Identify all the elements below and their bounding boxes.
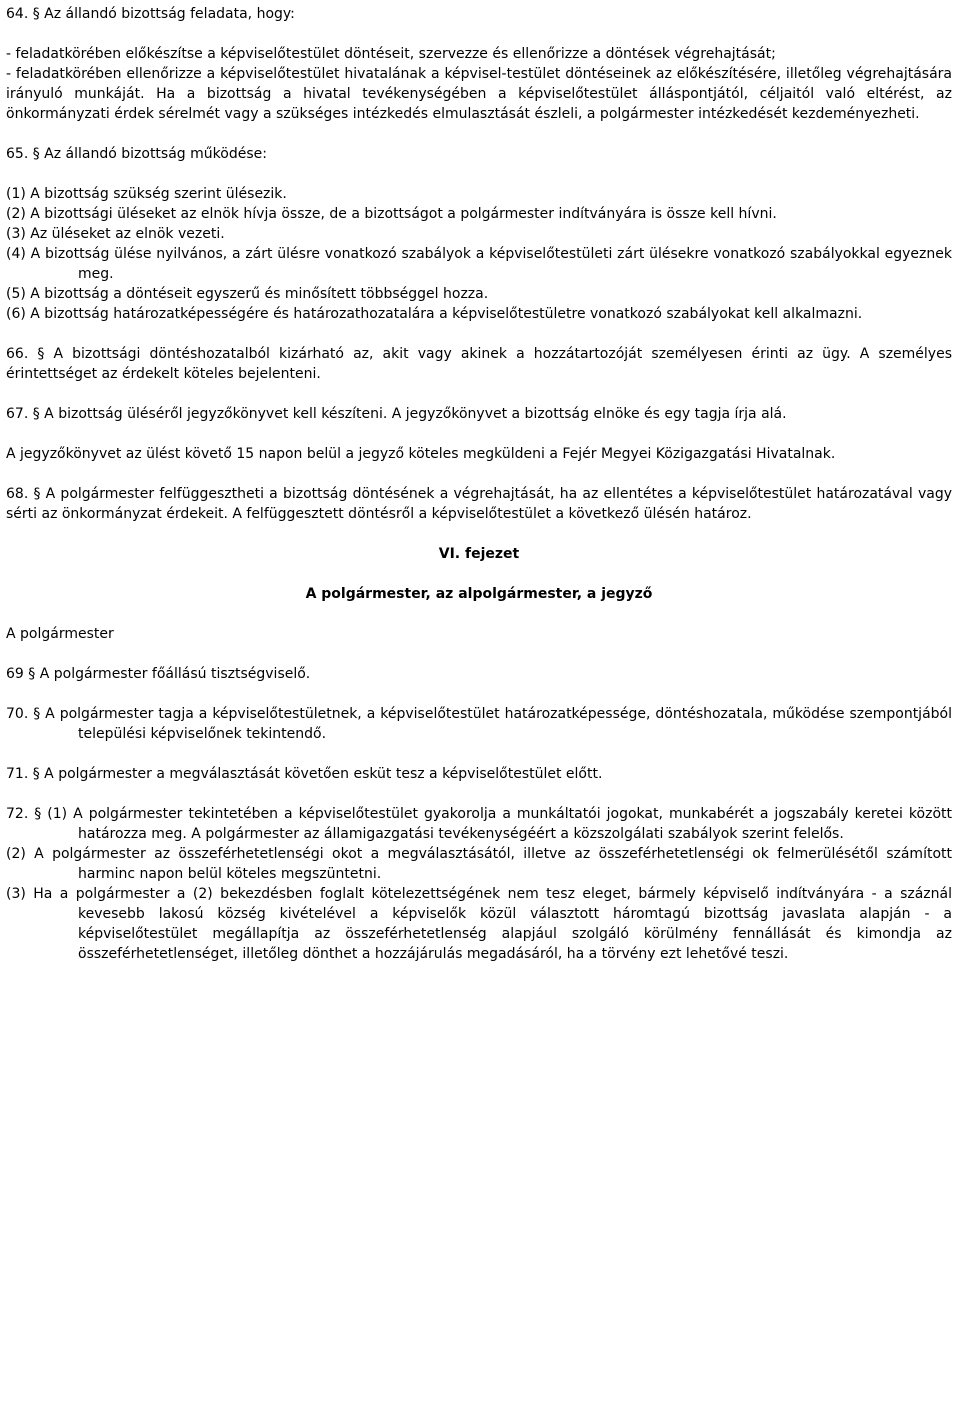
section-72-para-3: (3) Ha a polgármester a (2) bekezdésben foglalt kötelezettségének nem tesz eleget, bármely képviselő indítványára - a száznál kevesebb lakosú község kivételével a képviselők közül választott háromtagú bizottság javaslata alapján - a képviselőtestület megállapítja az összeférhetetlenség alapjául szolgáló körülmény fennállását és kimondja az összeférhetetlenséget, illetőleg dönthet a hozzájárulás megadásáról, ha a törvény ezt lehetővé teszi. bbox=[6, 886, 952, 962]
section-65-para-5: (5) A bizottság a döntéseit egyszerű és minősített többséggel hozza. bbox=[6, 286, 489, 302]
section-65-para-6: (6) A bizottság határozatképességére és határozathozatalára a képviselőtestületre vonatkozó szabályokat kell alkalmazni. bbox=[6, 306, 863, 322]
section-70: 70. § A polgármester tagja a képviselőtestületnek, a képviselőtestület határozatképessége, döntéshozatala, működése szempontjából települési képviselőnek tekintendő. bbox=[6, 706, 952, 742]
section-65-para-3: (3) Az üléseket az elnök vezeti. bbox=[6, 226, 225, 242]
section-65-title: 65. § Az állandó bizottság működése: bbox=[6, 146, 267, 162]
chapter-number: VI. fejezet bbox=[438, 546, 520, 562]
section-72-para-1: 72. § (1) A polgármester tekintetében a képviselőtestület gyakorolja a munkáltatói jogokat, munkabérét a jogszabály keretei között határozza meg. A polgármester az államigazgatási tevékenységéért a közszolgálati szabályok szerint felelős. bbox=[6, 806, 952, 842]
section-67: 67. § A bizottság üléséről jegyzőkönyvet kell készíteni. A jegyzőkönyvet a bizottság elnöke és egy tagja írja alá. bbox=[6, 406, 787, 422]
section-67-minutes: A jegyzőkönyvet az ülést követő 15 napon belül a jegyző köteles megküldeni a Fejér Megyei Közigazgatási Hivatalnak. bbox=[6, 446, 836, 462]
section-65-para-2: (2) A bizottsági üléseket az elnök hívja össze, de a bizottságot a polgármester indítványára is össze kell hívni. bbox=[6, 206, 777, 222]
section-68: 68. § A polgármester felfüggesztheti a bizottság döntésének a végrehajtását, ha az ellentétes a képviselőtestület határozatával vagy sérti az önkormányzat érdekeit. A felfüggesztett döntésről a képviselőtestület a következő ülésén határoz. bbox=[6, 486, 952, 522]
section-65-para-4: (4) A bizottság ülése nyilvános, a zárt ülésre vonatkozó szabályok a képviselőtestületi zárt ülésekre vonatkozó szabályokkal egyeznek meg. bbox=[6, 246, 952, 282]
section-69: 69 § A polgármester főállású tisztségviselő. bbox=[6, 666, 311, 682]
section-64-item-2: - feladatkörében ellenőrizze a képviselőtestület hivatalának a képvisel-testület döntéseinek az előkészítésére, illetőleg végrehajtására irányuló munkáját. Ha a bizottság a hivatal tevékenységében a képviselőtestület álláspontjától, céljaitól való eltérést, az önkormányzati érdek sérelmét vagy a szükséges intézkedés elmulasztását észleli, a polgármester intézkedését kezdeményezheti. bbox=[6, 66, 952, 122]
section-71: 71. § A polgármester a megválasztását követően esküt tesz a képviselőtestület előtt. bbox=[6, 766, 603, 782]
section-66: 66. § A bizottsági döntéshozatalból kizárható az, akit vagy akinek a hozzátartozóját személyesen érinti az ügy. A személyes érintettséget az érdekelt köteles bejelenteni. bbox=[6, 346, 952, 382]
section-64-item-1: - feladatkörében előkészítse a képviselőtestület döntéseit, szervezze és ellenőrizze a döntések végrehajtását; bbox=[6, 46, 776, 62]
subsection-title: A polgármester bbox=[6, 626, 114, 642]
chapter-title: A polgármester, az alpolgármester, a jegyző bbox=[305, 586, 653, 602]
section-65-para-1: (1) A bizottság szükség szerint ülésezik. bbox=[6, 186, 287, 202]
section-64-title: 64. § Az állandó bizottság feladata, hogy: bbox=[6, 6, 295, 22]
section-72-para-2: (2) A polgármester az összeférhetetlenségi okot a megválasztásától, illetve az összeférhetetlenségi ok felmerülésétől számított harminc napon belül köteles megszüntetni. bbox=[6, 846, 952, 882]
